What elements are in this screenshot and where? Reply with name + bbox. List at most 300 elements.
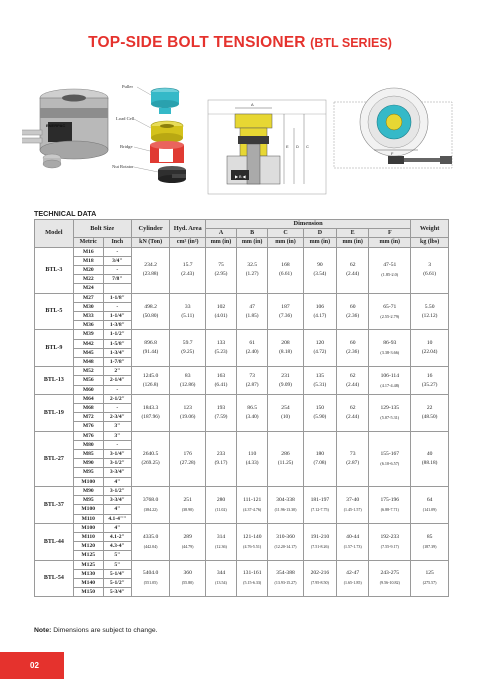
bolt-metric-cell: M120	[73, 542, 103, 551]
hyd-area-cell-imperial: (5.11)	[181, 312, 194, 319]
bolt-metric-cell: M90	[73, 459, 103, 468]
bolt-metric-cell: M125	[73, 551, 103, 560]
product-illustration	[22, 78, 462, 196]
header-dim-d: D	[303, 229, 336, 238]
cylinder-cell	[131, 394, 170, 431]
weight-cell-imperial: (141.09)	[422, 506, 437, 512]
dim-f-cell-imperial: (6.88-7.71)	[380, 506, 399, 512]
dim-f-cell	[369, 293, 411, 330]
header-unit-f: mm (in)	[369, 238, 411, 247]
bolt-inch-cell: 7/8"	[103, 275, 131, 284]
dim-d-cell	[303, 486, 336, 523]
cylinder-cell-value: 896.8	[144, 340, 157, 347]
bolt-metric-cell: M33	[73, 312, 103, 321]
hyd-area-cell-value: 251	[183, 496, 192, 503]
weight-cell	[411, 293, 449, 330]
dim-d-cell-value: 90	[317, 262, 323, 269]
bolt-inch-cell	[103, 284, 131, 293]
weight-cell	[411, 394, 449, 431]
header-bolt-size: Bolt Size	[73, 220, 131, 238]
dim-d-cell-value: 120	[315, 340, 325, 347]
section-title: TECHNICAL DATA	[34, 209, 97, 218]
dim-c-cell-imperial: (11.25)	[277, 459, 294, 466]
dim-d-cell-value: 150	[315, 404, 325, 411]
dim-e-cell	[337, 367, 369, 395]
hyd-area-cell-value: 15.7	[182, 262, 193, 269]
nut-rotator-part	[158, 166, 186, 183]
dim-e-cell	[337, 486, 369, 523]
dim-f-cell-imperial: (7.55-9.17)	[380, 543, 399, 549]
dim-e-cell-imperial: (2.36)	[346, 312, 360, 319]
bolt-inch-cell: 5"	[103, 560, 131, 569]
bolt-metric-cell: M76	[73, 422, 103, 431]
dim-a-cell-value: 163	[216, 372, 226, 379]
dim-e-cell-value: 40-44	[346, 533, 360, 540]
dim-b-cell	[237, 293, 268, 330]
dim-c-cell-value: 354-388	[276, 570, 295, 577]
weight-cell-value: 85	[426, 533, 433, 540]
dim-a-cell-imperial: (9.17)	[214, 459, 228, 466]
hyd-area-cell	[170, 523, 205, 560]
dim-a-cell-value: 75	[218, 262, 224, 269]
dim-f-cell-value: 106-114	[380, 372, 399, 379]
dim-d-cell	[303, 394, 336, 431]
model-cell: BTL-37	[35, 486, 74, 523]
cylinder-cell-imperial: (91.44)	[142, 349, 159, 356]
table-row	[35, 486, 449, 495]
hyd-area-cell-value: 360	[183, 570, 192, 577]
bolt-inch-cell: 1-1/4"	[103, 312, 131, 321]
model-cell: BTL-19	[35, 394, 74, 431]
cylinder-cell-value: 498.2	[144, 303, 157, 310]
dim-f-cell-imperial: (1.85-2.0)	[381, 272, 399, 278]
header-unit-b: mm (in)	[237, 238, 268, 247]
dim-d-cell-imperial: (5.31)	[313, 381, 327, 388]
bolt-inch-cell: 4.1-4""	[103, 514, 131, 523]
dim-d-cell	[303, 367, 336, 395]
dim-b-cell	[237, 330, 268, 367]
hyd-area-cell	[170, 560, 205, 597]
dim-d-cell-value: 180	[315, 450, 325, 457]
bolt-metric-cell: M100	[73, 505, 103, 514]
dim-f-cell-value: 243-275	[380, 570, 400, 577]
svg-text:D: D	[296, 144, 299, 149]
dim-c-cell-value: 231	[281, 372, 290, 379]
hyd-area-cell-imperial: (12.86)	[179, 381, 196, 388]
dim-a-cell-value: 233	[216, 450, 226, 457]
bolt-metric-cell: M80	[73, 440, 103, 449]
header-dim-b: B	[237, 229, 268, 238]
dim-f-cell-imperial: (3.38-3.66)	[380, 350, 400, 356]
dim-a-cell	[205, 330, 236, 367]
dim-f-cell-imperial: (6.10-6.57)	[380, 460, 400, 466]
dim-a-cell-imperial: (4.01)	[214, 312, 228, 319]
dim-c-cell-imperial: (11.96-13.30)	[274, 506, 297, 512]
dim-c-cell	[268, 367, 303, 395]
table-row	[35, 367, 449, 376]
header-dim-c: C	[268, 229, 303, 238]
dim-d-cell-imperial: (7.51-8.26)	[310, 543, 329, 549]
dim-e-cell-imperial: (2.44)	[346, 413, 360, 420]
hyd-area-cell-value: 83	[184, 372, 191, 379]
weight-cell-imperial: (187.39)	[422, 543, 437, 549]
bolt-metric-cell: M60	[73, 385, 103, 394]
dim-b-cell-imperial: (2.40)	[245, 349, 259, 356]
dim-f-cell	[369, 431, 411, 486]
dim-e-cell-imperial: (1.65-1.85)	[343, 580, 362, 586]
dim-c-cell-imperial: (10)	[281, 413, 290, 420]
header-cylinder: Cylinder	[131, 220, 170, 238]
bolt-metric-cell: M68	[73, 404, 103, 413]
dim-f-cell-value: 129-135	[380, 404, 400, 411]
model-cell: BTL-54	[35, 560, 74, 597]
bolt-inch-cell: 4.1-2"	[103, 532, 131, 541]
weight-cell	[411, 560, 449, 597]
hyd-area-cell-value: 176	[183, 450, 192, 457]
cylinder-cell-imperial: (442.04)	[143, 543, 158, 549]
dim-f-cell	[369, 367, 411, 395]
header-unit-a: mm (in)	[205, 238, 236, 247]
bolt-metric-cell: M48	[73, 358, 103, 367]
weight-cell-imperial: (6.61)	[423, 271, 437, 278]
svg-text:C: C	[306, 144, 309, 149]
bolt-metric-cell: M95	[73, 468, 103, 477]
hyd-area-cell-imperial: (27.28)	[179, 459, 196, 466]
cylinder-cell-imperial: (187.96)	[141, 413, 160, 420]
dim-d-cell	[303, 330, 336, 367]
cylinder-cell	[131, 523, 170, 560]
dim-e-cell-value: 62	[349, 404, 356, 411]
model-cell: BTL-9	[35, 330, 74, 367]
dim-a-cell	[205, 394, 236, 431]
bolt-inch-cell: -	[103, 266, 131, 275]
cylinder-cell-imperial: (50.80)	[142, 312, 159, 319]
technical-data-table	[34, 219, 449, 597]
dim-c-cell	[268, 523, 303, 560]
hyd-area-cell-imperial: (2.43)	[181, 271, 195, 278]
dim-c-cell-imperial: (6.61)	[279, 271, 292, 278]
model-cell: BTL-44	[35, 523, 74, 560]
cylinder-cell	[131, 486, 170, 523]
bolt-metric-cell: M110	[73, 514, 103, 523]
header-unit-e: mm (in)	[337, 238, 369, 247]
dim-e-cell-imperial: (2.36)	[346, 349, 360, 356]
dim-e-cell-imperial: (1.45-1.57)	[343, 506, 362, 512]
bolt-metric-cell: M20	[73, 266, 103, 275]
dim-b-cell	[237, 486, 268, 523]
dim-a-cell-value: 133	[216, 340, 226, 347]
hyd-area-cell-imperial: (44.79)	[181, 543, 194, 549]
header-cm2: cm² (in²)	[170, 238, 205, 247]
dim-e-cell	[337, 523, 369, 560]
hyd-area-cell-imperial: (55.80)	[181, 580, 194, 586]
bolt-inch-cell: -	[103, 385, 131, 394]
dim-d-cell-value: 181-197	[310, 496, 330, 503]
weight-cell-imperial: (48.50)	[421, 413, 438, 420]
dim-f-cell	[369, 247, 411, 293]
bolt-metric-cell: M140	[73, 578, 103, 587]
dim-e-cell-value: 37-40	[346, 496, 360, 503]
dim-c-cell	[268, 330, 303, 367]
dim-b-cell-value: 131-161	[242, 570, 262, 577]
dim-e-cell-imperial: (2.87)	[346, 459, 360, 466]
bolt-inch-cell: 4"	[103, 523, 131, 532]
dim-d-cell	[303, 247, 336, 293]
dim-a-cell-imperial: (11.02)	[215, 506, 227, 512]
dim-e-cell-value: 60	[349, 303, 356, 310]
dim-c-cell-value: 254	[281, 404, 290, 411]
dim-d-cell	[303, 560, 336, 597]
dim-a-cell-value: 102	[216, 303, 226, 310]
title-main: TOP-SIDE BOLT TENSIONER	[88, 34, 306, 51]
dim-a-cell-imperial: (12.36)	[215, 543, 227, 549]
cylinder-cell-value: 1843.3	[142, 404, 159, 411]
header-weight: Weight	[411, 220, 449, 238]
hyd-area-cell	[170, 431, 205, 486]
cylinder-cell	[131, 431, 170, 486]
footnote	[34, 627, 158, 634]
dim-b-cell-imperial: (1.85)	[245, 312, 259, 319]
bolt-metric-cell: M52	[73, 367, 103, 376]
cylinder-cell-imperial: (384.22)	[143, 506, 158, 512]
dim-c-cell	[268, 560, 303, 597]
dim-e-cell-value: 73	[349, 450, 356, 457]
label-puller: Puller	[122, 84, 133, 89]
bolt-inch-cell: 4"	[103, 505, 131, 514]
cylinder-cell-value: 2640.5	[142, 450, 159, 457]
bolt-metric-cell: M72	[73, 413, 103, 422]
label-bridge: Bridge	[120, 144, 133, 149]
dim-f-cell-value: 155-167	[380, 450, 400, 457]
hyd-area-cell	[170, 394, 205, 431]
dim-e-cell-value: 62	[349, 372, 356, 379]
dim-a-cell-imperial: (5.23)	[214, 349, 228, 356]
dim-d-cell-value: 191-210	[310, 533, 330, 540]
bolt-inch-cell: 1-1/2"	[103, 330, 131, 339]
dim-a-cell-value: 344	[216, 570, 226, 577]
bolt-metric-cell: M90	[73, 486, 103, 495]
model-cell: BTL-13	[35, 367, 74, 395]
hyd-area-cell-value: 59.7	[182, 340, 193, 347]
bolt-inch-cell: 5-1/2"	[103, 578, 131, 587]
dim-c-cell-value: 187	[281, 303, 290, 310]
bolt-inch-cell: 4"	[103, 477, 131, 486]
bolt-metric-cell: M45	[73, 348, 103, 357]
header-kn-ton: kN (Ton)	[131, 238, 170, 247]
bolt-inch-cell: -	[103, 404, 131, 413]
weight-cell	[411, 523, 449, 560]
bolt-metric-cell: M130	[73, 569, 103, 578]
dim-b-cell-imperial: (1.27)	[245, 271, 259, 278]
dim-c-cell	[268, 431, 303, 486]
dim-a-cell	[205, 247, 236, 293]
table-row	[35, 560, 449, 569]
table-row	[35, 330, 449, 339]
dim-e-cell-value: 42-47	[346, 570, 360, 577]
bolt-metric-cell: M100	[73, 477, 103, 486]
table-row	[35, 247, 449, 256]
bolt-metric-cell: M16	[73, 247, 103, 256]
dim-d-cell-value: 106	[315, 303, 325, 310]
bolt-inch-cell: 1-1/8"	[103, 293, 131, 302]
header-hyd-area: Hyd. Area	[170, 220, 205, 238]
dim-d-cell	[303, 523, 336, 560]
top-view-drawing	[334, 88, 452, 168]
weight-cell-imperial: (12.12)	[421, 312, 438, 319]
puller-part	[151, 88, 179, 114]
dim-b-cell-imperial: (5.15-6.33)	[243, 580, 262, 586]
table-row	[35, 293, 449, 302]
cylinder-cell-value: 234.2	[144, 262, 157, 269]
dim-d-cell-imperial: (7.08)	[313, 459, 327, 466]
dim-b-cell-imperial: (3.40)	[245, 413, 259, 420]
bolt-inch-cell: 4.3-4"	[103, 542, 131, 551]
dim-b-cell-value: 47	[249, 303, 255, 310]
bridge-part	[150, 141, 184, 163]
weight-cell-imperial: (35.27)	[421, 381, 438, 388]
weight-cell-imperial: (275.57)	[422, 580, 437, 586]
page-title	[0, 34, 480, 52]
dim-b-cell-value: 86.5	[247, 404, 258, 411]
bolt-inch-cell: 3/4"	[103, 256, 131, 265]
bolt-inch-cell: -	[103, 440, 131, 449]
dim-b-cell-imperial: (4.37-4.76)	[243, 506, 262, 512]
model-cell: BTL-5	[35, 293, 74, 330]
dim-d-cell-value: 202-216	[310, 570, 330, 577]
dim-a-cell	[205, 523, 236, 560]
bolt-metric-cell: M64	[73, 394, 103, 403]
dim-f-cell	[369, 523, 411, 560]
dim-f-cell-imperial: (4.17-4.48)	[380, 382, 400, 388]
weight-cell-value: 3	[428, 262, 432, 269]
header-inch: Inch	[103, 238, 131, 247]
page-number: 02	[0, 652, 64, 679]
dim-b-cell-value: 73	[249, 372, 255, 379]
dim-d-cell	[303, 431, 336, 486]
header-kg-lbs: kg (lbs)	[411, 238, 449, 247]
cylinder-cell-value: 5404.0	[142, 570, 159, 577]
dim-a-cell	[205, 486, 236, 523]
weight-cell	[411, 330, 449, 367]
dim-b-cell	[237, 523, 268, 560]
bolt-metric-cell: M110	[73, 532, 103, 541]
dim-c-cell	[268, 247, 303, 293]
dim-f-cell-value: 86-93	[383, 340, 397, 347]
label-nut-rotator: Nut Rotator	[112, 164, 134, 169]
note-text: Dimensions are subject to change.	[53, 627, 158, 634]
bolt-metric-cell: M95	[73, 496, 103, 505]
bolt-inch-cell: 5-3/4"	[103, 588, 131, 597]
hyd-area-cell	[170, 247, 205, 293]
table-body	[35, 247, 449, 597]
tensioner-photo	[22, 89, 108, 168]
dim-f-cell-imperial: (5.07-5.31)	[380, 414, 400, 420]
bolt-inch-cell: 2-1/4"	[103, 376, 131, 385]
dim-f-cell-value: 175-196	[380, 496, 400, 503]
dim-b-cell-value: 61	[249, 340, 255, 347]
bolt-inch-cell: 2"	[103, 367, 131, 376]
bolt-inch-cell: 3"	[103, 422, 131, 431]
bolt-inch-cell: 1-5/8"	[103, 339, 131, 348]
weight-cell	[411, 486, 449, 523]
header-dim-a: A	[205, 229, 236, 238]
dim-b-cell	[237, 431, 268, 486]
header-unit-c: mm (in)	[268, 238, 303, 247]
bolt-metric-cell: M150	[73, 588, 103, 597]
dim-d-cell-imperial: (7.95-8.50)	[310, 580, 329, 586]
cylinder-cell	[131, 367, 170, 395]
cylinder-cell	[131, 560, 170, 597]
dim-c-cell-imperial: (7.36)	[279, 312, 292, 319]
dim-d-cell	[303, 293, 336, 330]
header-dimension: Dimension	[205, 220, 410, 229]
bolt-metric-cell: M18	[73, 256, 103, 265]
dim-f-cell	[369, 394, 411, 431]
bolt-inch-cell: 3-1/4"	[103, 450, 131, 459]
dim-c-cell	[268, 486, 303, 523]
dim-f-cell-value: 192-233	[380, 533, 400, 540]
dim-a-cell-imperial: (6.41)	[214, 381, 228, 388]
dim-d-cell-imperial: (7.12-7.75)	[310, 506, 329, 512]
svg-text:A: A	[251, 102, 254, 107]
header-model: Model	[35, 220, 74, 248]
dim-c-cell-imperial: (9.09)	[279, 381, 292, 388]
weight-cell	[411, 367, 449, 395]
bolt-inch-cell: 3-3/4"	[103, 468, 131, 477]
bolt-inch-cell: 5-1/4"	[103, 569, 131, 578]
dim-f-cell-value: 47-51	[383, 262, 397, 269]
cylinder-cell	[131, 293, 170, 330]
dim-e-cell-imperial: (2.44)	[346, 381, 360, 388]
cylinder-cell	[131, 330, 170, 367]
bolt-inch-cell: 3-1/2"	[103, 486, 131, 495]
dim-b-cell-imperial: (2.87)	[245, 381, 259, 388]
dim-f-cell-imperial: (9.56-10.82)	[379, 580, 400, 586]
cylinder-cell-value: 3768.0	[142, 496, 159, 503]
dim-e-cell	[337, 293, 369, 330]
dim-e-cell-value: 60	[349, 340, 356, 347]
dim-a-cell	[205, 293, 236, 330]
cylinder-cell-value: 1245.0	[142, 372, 159, 379]
dim-b-cell	[237, 560, 268, 597]
dim-a-cell	[205, 560, 236, 597]
weight-cell-imperial: (22.04)	[421, 349, 438, 356]
bolt-inch-cell: 1-3/8"	[103, 321, 131, 330]
bolt-inch-cell: 1-3/4"	[103, 348, 131, 357]
header-unit-d: mm (in)	[303, 238, 336, 247]
bolt-metric-cell: M85	[73, 450, 103, 459]
cylinder-cell-imperial: (551.05)	[143, 580, 158, 586]
dim-b-cell-imperial: (4.33)	[245, 459, 259, 466]
bolt-metric-cell: M125	[73, 560, 103, 569]
weight-cell-value: 125	[425, 570, 434, 577]
bolt-metric-cell: M24	[73, 284, 103, 293]
bolt-inch-cell: 3-3/4"	[103, 496, 131, 505]
dim-b-cell-imperial: (4.76-5.51)	[243, 543, 262, 549]
dim-e-cell-imperial: (1.57-1.73)	[343, 543, 362, 549]
dim-b-cell-value: 111-121	[243, 496, 262, 503]
hyd-area-cell-imperial: (19.06)	[179, 413, 196, 420]
enerpac-logo: ENERPAC	[46, 123, 66, 128]
hyd-area-cell-value: 33	[184, 303, 191, 310]
header-dim-f: F	[369, 229, 411, 238]
dim-a-cell-value: 193	[216, 404, 226, 411]
bolt-inch-cell: -	[103, 302, 131, 311]
weight-cell-value: 22	[426, 404, 433, 411]
dim-a-cell-value: 314	[216, 533, 226, 540]
dim-a-cell	[205, 431, 236, 486]
dim-e-cell	[337, 431, 369, 486]
